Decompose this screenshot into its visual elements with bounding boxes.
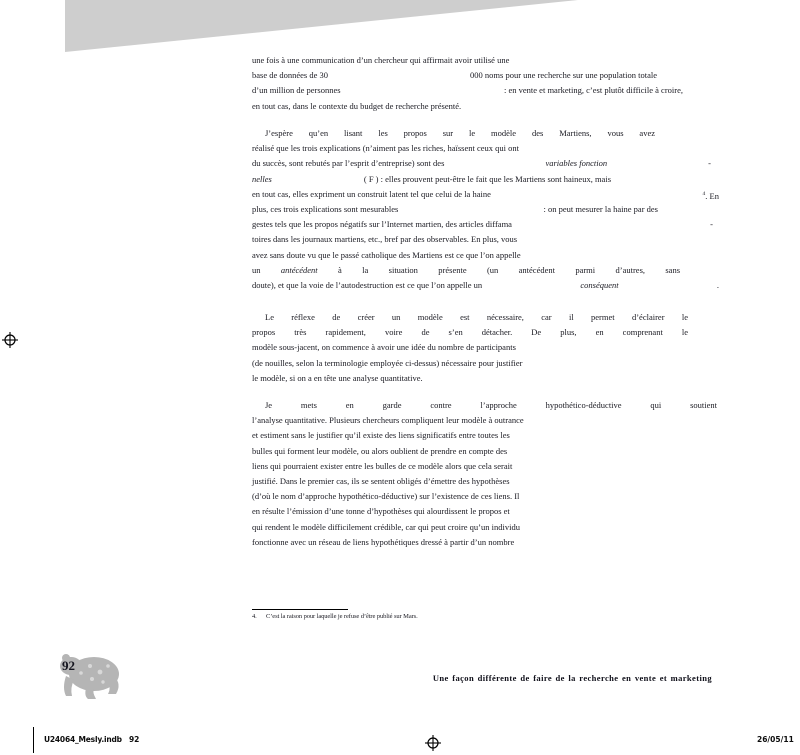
- corner-wedge-graphic: [65, 0, 578, 52]
- text-line: [252, 68, 657, 83]
- text-line: [252, 217, 713, 232]
- text-line: [252, 263, 680, 278]
- text-segment: -: [710, 219, 713, 230]
- text-segment: modèle sous-jacent, on commence à avoir une idée du nombre de participants: [252, 342, 516, 353]
- registration-mark-icon: [2, 332, 18, 348]
- text-segment: toires dans les journaux martiens, etc., bref par des observables. En plus, vous: [252, 234, 518, 245]
- registration-mark-icon: [425, 735, 441, 751]
- text-segment: le modèle, si on a en tête une analyse quantitative.: [252, 372, 423, 383]
- text-segment: -: [708, 158, 711, 169]
- footnote-number: 4.: [252, 613, 257, 620]
- page-number: 92: [62, 658, 75, 673]
- text-segment: et estiment sans le justifier qu’il existe des liens significatifs entre toutes les: [252, 430, 510, 441]
- text-segment: ( F ) : elles prouvent peut-être le fait que les Martiens sont haineux, mais: [363, 173, 611, 184]
- text-segment: bulles qui forment leur modèle, ou alors oublient de prendre en compte des: [252, 445, 508, 456]
- text-line: [252, 187, 719, 202]
- text-segment: conséquent: [580, 279, 619, 290]
- text-line: [252, 202, 658, 217]
- text-segment: Le réflexe de créer un modèle est nécessaire, car il permet d’éclairer le: [265, 312, 688, 322]
- text-line: [252, 141, 722, 156]
- text-line: [252, 83, 683, 98]
- text-line: [252, 489, 722, 504]
- text-segment: à la situation présente (un antécédent parmi d’autres, sans: [317, 264, 681, 275]
- text-line: [252, 356, 722, 371]
- text-line: [252, 53, 722, 68]
- text-line: [252, 325, 688, 340]
- text-segment: .: [716, 279, 719, 290]
- text-line: [252, 340, 722, 355]
- text-line: [252, 504, 722, 519]
- text-segment: nelles: [252, 173, 272, 184]
- text-line: [252, 172, 611, 187]
- text-line: [252, 371, 722, 386]
- text-segment: : on peut mesurer la haine par des: [543, 203, 658, 214]
- text-segment: en tout cas, elles expriment un construit latent tel que celui de la haine: [252, 188, 491, 199]
- text-line: [252, 520, 722, 535]
- footnote-rule: [252, 609, 348, 610]
- text-segment: réalisé que les trois explications (n’aiment pas les riches, haïssent ceux qui ont: [252, 143, 519, 154]
- text-line: [252, 428, 722, 443]
- text-segment: doute), et que la voie de l’autodestruction est ce que l’on appelle un: [252, 279, 483, 290]
- running-footer-title: Une façon différente de faire de la recherche en vente et marketing: [432, 673, 712, 683]
- text-segment: . En: [705, 190, 719, 201]
- text-segment: en tout cas, dans le contexte du budget de recherche présenté.: [252, 100, 462, 111]
- text-segment: base de données de 30: [252, 70, 329, 81]
- paragraph: [252, 398, 722, 550]
- text-line: [265, 398, 717, 413]
- text-segment: un: [252, 264, 281, 275]
- text-line: [252, 156, 711, 171]
- text-segment: antécédent: [280, 264, 318, 275]
- text-segment: [703, 187, 719, 202]
- text-segment: 4: [702, 190, 706, 197]
- text-segment: qui rendent le modèle difficilement crédible, car qui peut croire qu’un individu: [252, 521, 520, 532]
- text-segment: J’espère qu’en lisant les propos sur le modèle des Martiens, vous avez: [265, 128, 655, 138]
- text-line: [252, 535, 722, 550]
- text-segment: (de nouilles, selon la terminologie employée ci-dessus) nécessaire pour justifier: [252, 357, 523, 368]
- text-line: [252, 232, 722, 247]
- text-segment: (d’où le nom d’approche hypothético-déductive) sur l’existence de ces liens. Il: [252, 491, 520, 502]
- text-segment: une fois à une communication d’un chercheur qui affirmait avoir utilisé une: [252, 55, 510, 65]
- text-line: [252, 248, 722, 263]
- text-line: [252, 474, 722, 489]
- text-segment: fonctionne avec un réseau de liens hypothétiques dressé à partir d’un nombre: [252, 536, 515, 547]
- footnote: [252, 613, 418, 620]
- text-segment: d’un million de personnes: [252, 85, 341, 96]
- text-segment: l’analyse quantitative. Plusieurs chercheurs compliquent leur modèle à outrance: [252, 415, 524, 426]
- text-line: [252, 459, 722, 474]
- paragraph: [252, 126, 722, 293]
- text-segment: justifié. Dans le premier cas, ils se sentent obligés d’émettre des hypothèses: [252, 475, 510, 486]
- footnote-text: C’est la raison pour laquelle je refuse d’être publié sur Mars.: [266, 613, 418, 620]
- crop-mark: [33, 727, 34, 753]
- print-slug-date: 26/05/11: [757, 735, 794, 744]
- text-segment: plus, ces trois explications sont mesurables: [252, 203, 399, 214]
- paragraph: [252, 310, 722, 386]
- text-segment: gestes tels que les propos négatifs sur l’Internet martien, des articles diffama: [252, 219, 512, 230]
- text-segment: Je mets en garde contre l’approche hypothético-déductive qui soutient: [265, 400, 717, 410]
- paragraph: [252, 53, 722, 114]
- text-segment: avez sans doute vu que le passé catholique des Martiens est ce que l’on appelle: [252, 249, 521, 260]
- text-line: [265, 310, 688, 325]
- text-segment: du succès, sont rebutés par l’esprit d’entreprise) sont des: [252, 158, 445, 169]
- text-segment: propos très rapidement, voire de s’en détacher. De plus, en comprenant le: [252, 327, 688, 338]
- text-line: [252, 99, 722, 114]
- text-segment: liens qui pourraient exister entre les bulles de ce modèle alors que cela serait: [252, 460, 513, 471]
- print-slug-filename: U24064_Mesly.indb 92: [44, 735, 140, 744]
- text-segment: : en vente et marketing, c’est plutôt difficile à croire,: [504, 85, 683, 96]
- text-line: [252, 278, 719, 293]
- text-segment: en résulte l’émission d’une tonne d’hypothèses qui alourdissent le propos et: [252, 506, 510, 517]
- text-segment: variables fonction: [545, 158, 608, 169]
- text-line: [265, 126, 655, 141]
- text-segment: 000 noms pour une recherche sur une population totale: [470, 70, 657, 81]
- text-line: [252, 413, 722, 428]
- text-line: [252, 444, 722, 459]
